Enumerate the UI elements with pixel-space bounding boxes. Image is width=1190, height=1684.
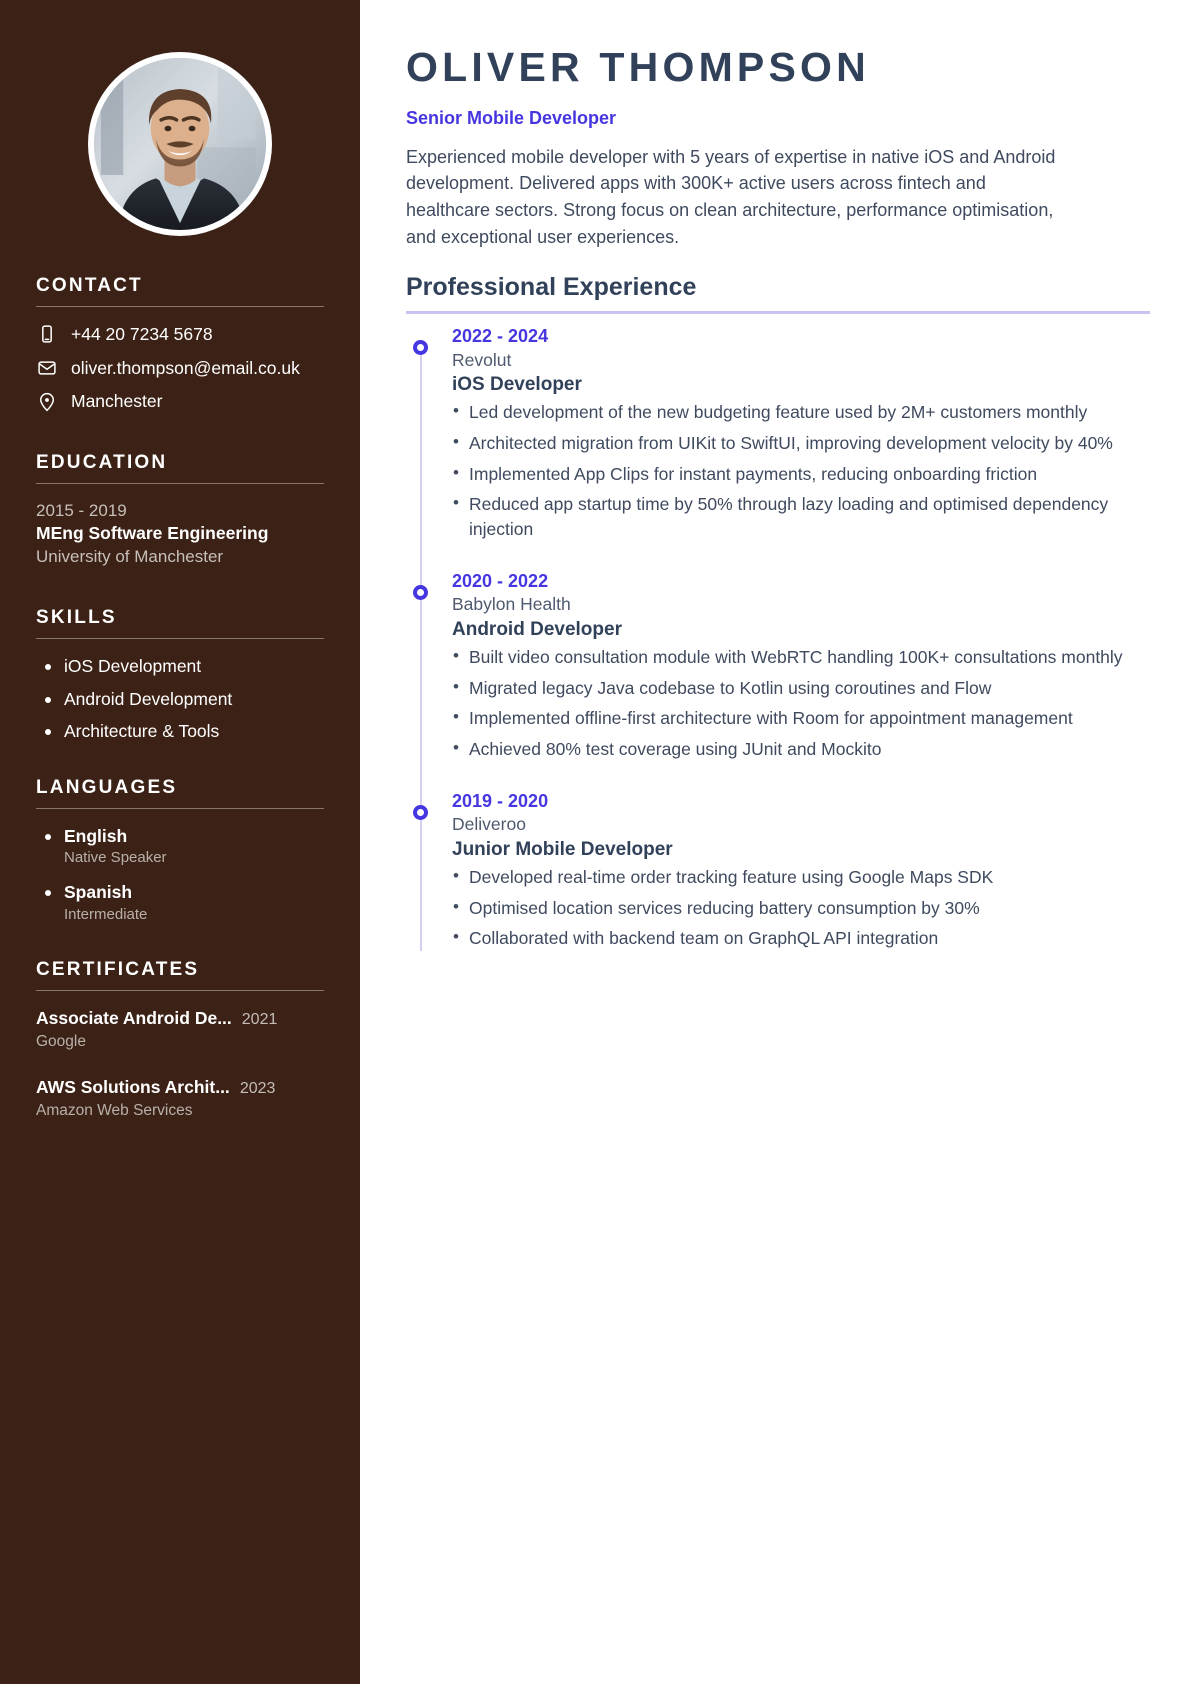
timeline-line	[420, 343, 422, 951]
certificates-divider	[36, 990, 324, 991]
list-item	[36, 1076, 324, 1123]
certificate-name: AWS Solutions Archit...	[36, 1076, 230, 1097]
contact-phone-value: +44 20 7234 5678	[71, 323, 213, 344]
list-item: • Built video consultation module with WebRTC handling 100K+ consultations monthly	[452, 645, 1150, 670]
experience-bullets	[452, 645, 1150, 762]
experience-dates: 2020 - 2022	[452, 571, 549, 592]
experience-divider	[406, 311, 1150, 314]
certificate-year: 2023	[239, 1079, 276, 1097]
envelope-icon	[36, 357, 58, 379]
headline-job-title: Senior Mobile Developer	[406, 108, 617, 129]
education-item	[36, 500, 324, 568]
skills-list	[36, 655, 324, 744]
contact-divider	[36, 306, 324, 307]
contact-email[interactable]	[36, 357, 324, 380]
contact-email-value: oliver.thompson@email.co.uk	[71, 357, 300, 378]
education-school: University of Manchester	[36, 546, 224, 566]
professional-summary: Experienced mobile developer with 5 years of expertise in native iOS and Android development. Delivered apps with 300K+ active users across fintech and healthcare sectors. Strong focus on clean architecture, performance optimisation, and exceptional user experiences.	[406, 146, 1056, 247]
education-divider	[36, 483, 324, 484]
list-item: Android Development	[36, 688, 324, 712]
list-item: • Achieved 80% test coverage using JUnit and Mockito	[452, 737, 1150, 762]
experience-dates: 2022 - 2024	[452, 326, 549, 347]
certificate-header	[36, 1076, 324, 1100]
certificate-name: Associate Android De...	[36, 1007, 232, 1028]
list-item: • Optimised location services reducing battery consumption by 30%	[452, 896, 1150, 921]
contact-heading: CONTACT	[36, 275, 143, 296]
experience-company: Revolut	[452, 349, 512, 370]
languages-heading: LANGUAGES	[36, 776, 178, 798]
experience-role: iOS Developer	[452, 374, 582, 396]
skills-divider	[36, 638, 324, 639]
experience-heading: Professional Experience	[406, 273, 697, 302]
sidebar	[0, 0, 360, 1684]
phone-icon	[36, 323, 58, 345]
list-item: • Reduced app startup time by 50% through lazy loading and optimised dependency injection	[452, 492, 1150, 542]
list-item: iOS Development	[36, 655, 324, 679]
certificate-issuer: Amazon Web Services	[36, 1102, 193, 1120]
experience-item	[452, 325, 1150, 542]
languages-section	[36, 778, 324, 926]
certificates-heading: CERTIFICATES	[36, 958, 200, 980]
experience-dates: 2019 - 2020	[452, 791, 549, 812]
list-item: • Developed real-time order tracking feature using Google Maps SDK	[452, 865, 1150, 890]
list-item: Architecture & Tools	[36, 720, 324, 744]
location-pin-icon	[36, 391, 58, 413]
timeline-dot-icon	[413, 805, 428, 820]
timeline-dot-icon	[413, 585, 428, 600]
contact-phone[interactable]	[36, 323, 324, 346]
education-years: 2015 - 2019	[36, 501, 127, 521]
language-level: Native Speaker	[64, 849, 167, 867]
list-item	[36, 825, 324, 870]
list-item	[36, 1007, 324, 1054]
experience-bullets	[452, 400, 1150, 542]
list-item: • Collaborated with backend team on GraphQL API integration	[452, 926, 1150, 951]
skills-heading: SKILLS	[36, 607, 117, 628]
experience-item	[452, 570, 1150, 762]
list-item: • Architected migration from UIKit to SwiftUI, improving development velocity by 40%	[452, 431, 1150, 456]
experience-company: Deliveroo	[452, 814, 526, 835]
experience-role: Android Developer	[452, 619, 622, 641]
list-item: • Implemented App Clips for instant payments, reducing onboarding friction	[452, 462, 1150, 487]
language-name: English	[64, 825, 128, 846]
certificate-year: 2021	[241, 1010, 278, 1028]
language-name: Spanish	[64, 882, 133, 903]
list-item: • Migrated legacy Java codebase to Kotlin using coroutines and Flow	[452, 676, 1150, 701]
language-level: Intermediate	[64, 905, 148, 923]
contact-section	[36, 276, 324, 413]
experience-timeline	[406, 325, 1150, 951]
avatar-wrapper	[36, 52, 324, 236]
education-degree: MEng Software Engineering	[36, 523, 269, 544]
experience-company: Babylon Health	[452, 594, 571, 615]
contact-location-value: Manchester	[71, 391, 163, 412]
experience-role: Junior Mobile Developer	[452, 839, 673, 861]
languages-divider	[36, 808, 324, 809]
certificate-issuer: Google	[36, 1033, 86, 1051]
main-content	[360, 0, 1190, 1684]
education-heading: EDUCATION	[36, 452, 168, 474]
list-item	[36, 881, 324, 926]
contact-location[interactable]	[36, 390, 324, 413]
experience-bullets	[452, 865, 1150, 952]
certificate-header	[36, 1007, 324, 1031]
page-title: OLIVER THOMPSON	[406, 44, 870, 90]
certificates-section	[36, 960, 324, 1123]
list-item: • Implemented offline-first architecture with Room for appointment management	[452, 706, 1150, 731]
skills-section	[36, 608, 324, 744]
experience-item	[452, 790, 1150, 951]
avatar	[88, 52, 272, 236]
list-item: • Led development of the new budgeting feature used by 2M+ customers monthly	[452, 400, 1150, 425]
timeline-dot-icon	[413, 340, 428, 355]
education-section	[36, 453, 324, 568]
